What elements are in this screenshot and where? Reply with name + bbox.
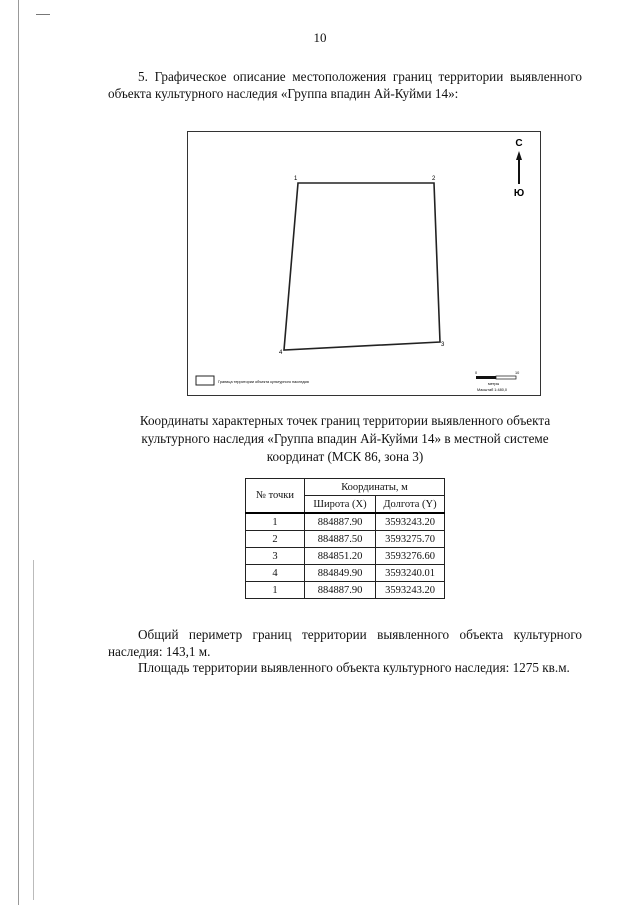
table-row [246, 513, 445, 531]
table-row [246, 548, 445, 565]
perimeter-text: Общий периметр границ территории выявленного объекта культурного наследия: 143,1 м. [108, 627, 582, 659]
scan-edge-line [33, 560, 34, 900]
header-point: № точки [246, 479, 305, 514]
point-label-3: 3 [441, 342, 445, 348]
point-label-1: 1 [294, 176, 298, 182]
legend-symbol [196, 376, 214, 385]
north-label: С [515, 138, 523, 149]
cell-x: 884849.90 [305, 565, 376, 582]
point-label-4: 4 [279, 350, 283, 356]
cell-x: 884887.50 [305, 531, 376, 548]
header-y: Долгота (Y) [376, 496, 445, 514]
north-arrow-icon [514, 138, 524, 199]
scale-bar [475, 371, 519, 392]
header-coords: Координаты, м [305, 479, 445, 496]
boundary-map-drawing [188, 132, 540, 395]
cell-x: 884887.90 [305, 513, 376, 531]
table-row [246, 531, 445, 548]
map-legend [196, 376, 309, 385]
cell-point: 1 [246, 582, 305, 599]
table-caption: Координаты характерных точек границ территории выявленного объекта культурного наследия «Группа впадин Ай-Куйми 14» в местной системе координат (МСК 86, зона 3) [139, 413, 551, 464]
scale-start: 0 [475, 371, 478, 375]
cell-y: 3593240.01 [376, 565, 445, 582]
area-text: Площадь территории выявленного объекта культурного наследия: 1275 кв.м. [138, 660, 570, 675]
cell-point: 2 [246, 531, 305, 548]
scale-text: Масштаб 1:480,0 [477, 388, 507, 392]
boundary-polygon [284, 183, 440, 350]
scan-mark [36, 14, 50, 15]
coordinates-table [245, 478, 445, 599]
point-label-2: 2 [432, 176, 436, 182]
scan-edge-line [18, 0, 19, 905]
page-number: 10 [313, 30, 327, 45]
cell-point: 4 [246, 565, 305, 582]
scale-end: 10 [515, 371, 520, 375]
cell-y: 3593243.20 [376, 513, 445, 531]
cell-y: 3593275.70 [376, 531, 445, 548]
cell-y: 3593243.20 [376, 582, 445, 599]
cell-y: 3593276.60 [376, 548, 445, 565]
cell-x: 884887.90 [305, 582, 376, 599]
table-row [246, 582, 445, 599]
scale-unit: метры [488, 382, 500, 386]
cell-point: 3 [246, 548, 305, 565]
south-label: Ю [513, 188, 525, 199]
table-row [246, 565, 445, 582]
cell-x: 884851.20 [305, 548, 376, 565]
legend-text: Граница территории объекта культурного наследия [218, 380, 309, 384]
section-heading: 5. Графическое описание местоположения границ территории выявленного объекта культурного наследия «Группа впадин Ай-Куйми 14»: [108, 69, 582, 101]
header-x: Широта (X) [305, 496, 376, 514]
cell-point: 1 [246, 513, 305, 531]
boundary-map [187, 131, 541, 396]
